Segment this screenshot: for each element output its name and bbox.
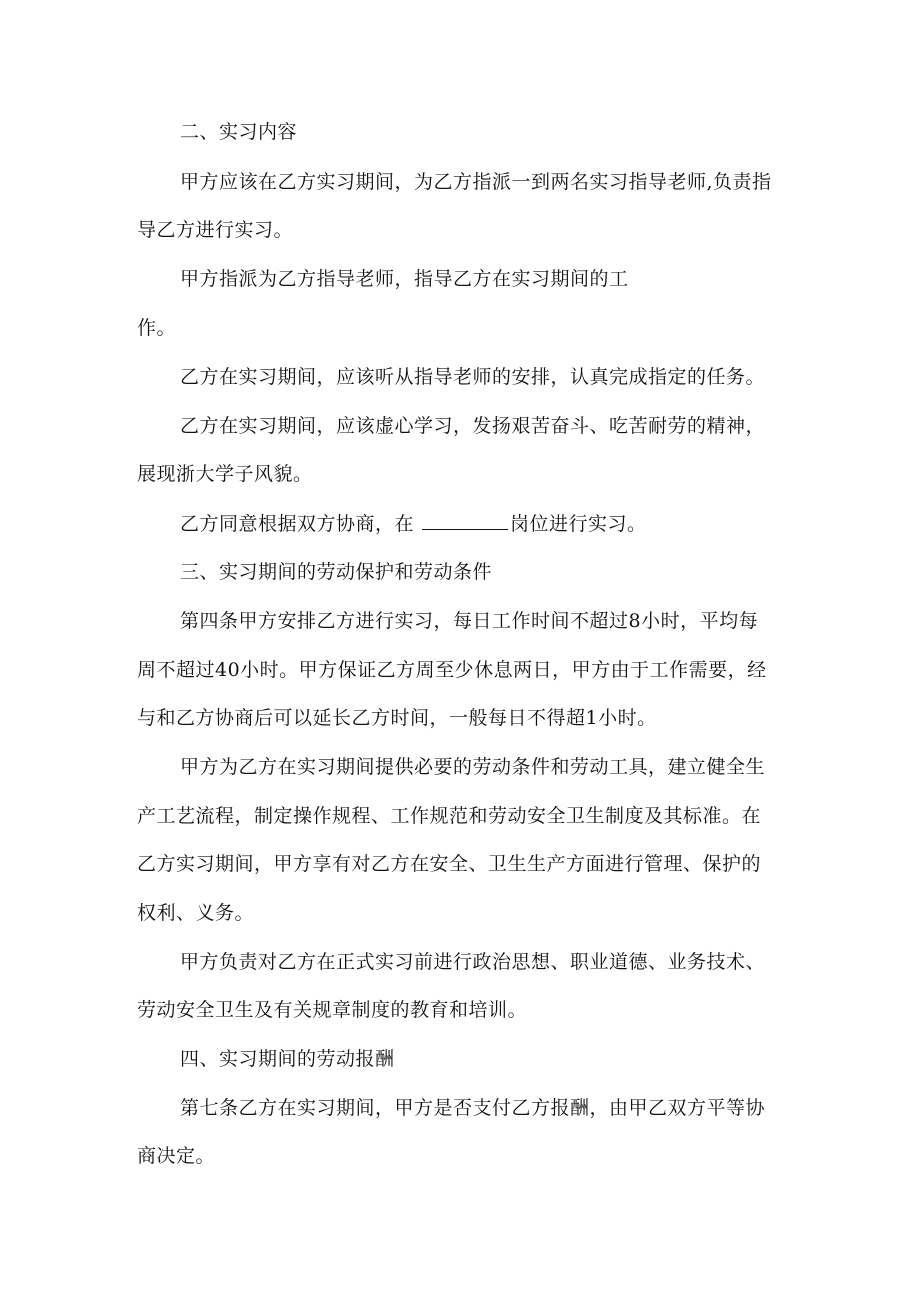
paragraph-line: 展现浙大学子风貌。 bbox=[137, 463, 313, 485]
paragraph-line-with-blank bbox=[180, 511, 647, 536]
paragraph-line: 产工艺流程，制定操作规程、工作规范和劳动安全卫生制度及其标准。在 bbox=[137, 805, 762, 827]
section-heading-4: 四、实习期间的劳动报酬 bbox=[180, 1048, 395, 1070]
paragraph-line: 劳动安全卫生及有关规章制度的教育和培训。 bbox=[137, 999, 528, 1021]
paragraph-line: 与和乙方协商后可以延长乙方时间，一般每日不得超1小时。 bbox=[137, 707, 657, 729]
paragraph-line: 周不超过40小时。甲方保证乙方周至少休息两日，甲方由于工作需要，经 bbox=[137, 659, 767, 681]
paragraph-line: 商决定。 bbox=[137, 1145, 216, 1167]
paragraph-line: 乙方在实习期间，应该听从指导老师的安排，认真完成指定的任务。 bbox=[180, 366, 766, 388]
section-heading-3: 三、实习期间的劳动保护和劳动条件 bbox=[180, 561, 493, 583]
paragraph-line: 甲方指派为乙方指导老师，指导乙方在实习期间的工 bbox=[180, 268, 629, 290]
paragraph-line: 第四条甲方安排乙方进行实习，每日工作时间不超过8小时，平均每 bbox=[180, 610, 759, 632]
paragraph-line: 权利、义务。 bbox=[137, 902, 255, 924]
paragraph-line: 甲方应该在乙方实习期间，为乙方指派一到两名实习指导老师,负责指 bbox=[180, 171, 772, 193]
paragraph-line: 导乙方进行实习。 bbox=[137, 219, 294, 241]
paragraph-line: 乙方在实习期间，应该虚心学习，发扬艰苦奋斗、吃苦耐劳的精神， bbox=[180, 415, 766, 437]
paragraph-line: 甲方为乙方在实习期间提供必要的劳动条件和劳动工具，建立健全生 bbox=[180, 756, 766, 778]
paragraph-line: 甲方负责对乙方在正式实习前进行政治思想、职业道德、业务技术、 bbox=[180, 951, 766, 973]
paragraph-line: 作。 bbox=[137, 317, 177, 339]
section-heading-2: 二、实习内容 bbox=[180, 121, 298, 143]
paragraph-line: 乙方实习期间，甲方享有对乙方在安全、卫生生产方面进行管理、保护的 bbox=[137, 853, 762, 875]
text-segment: 岗位进行实习。 bbox=[510, 513, 647, 535]
fill-in-blank[interactable] bbox=[422, 511, 508, 530]
text-segment: 乙方同意根据双方协商，在 bbox=[180, 513, 415, 535]
paragraph-line: 第七条乙方在实习期间，甲方是否支付乙方报酬，由甲乙双方平等协 bbox=[180, 1097, 766, 1119]
